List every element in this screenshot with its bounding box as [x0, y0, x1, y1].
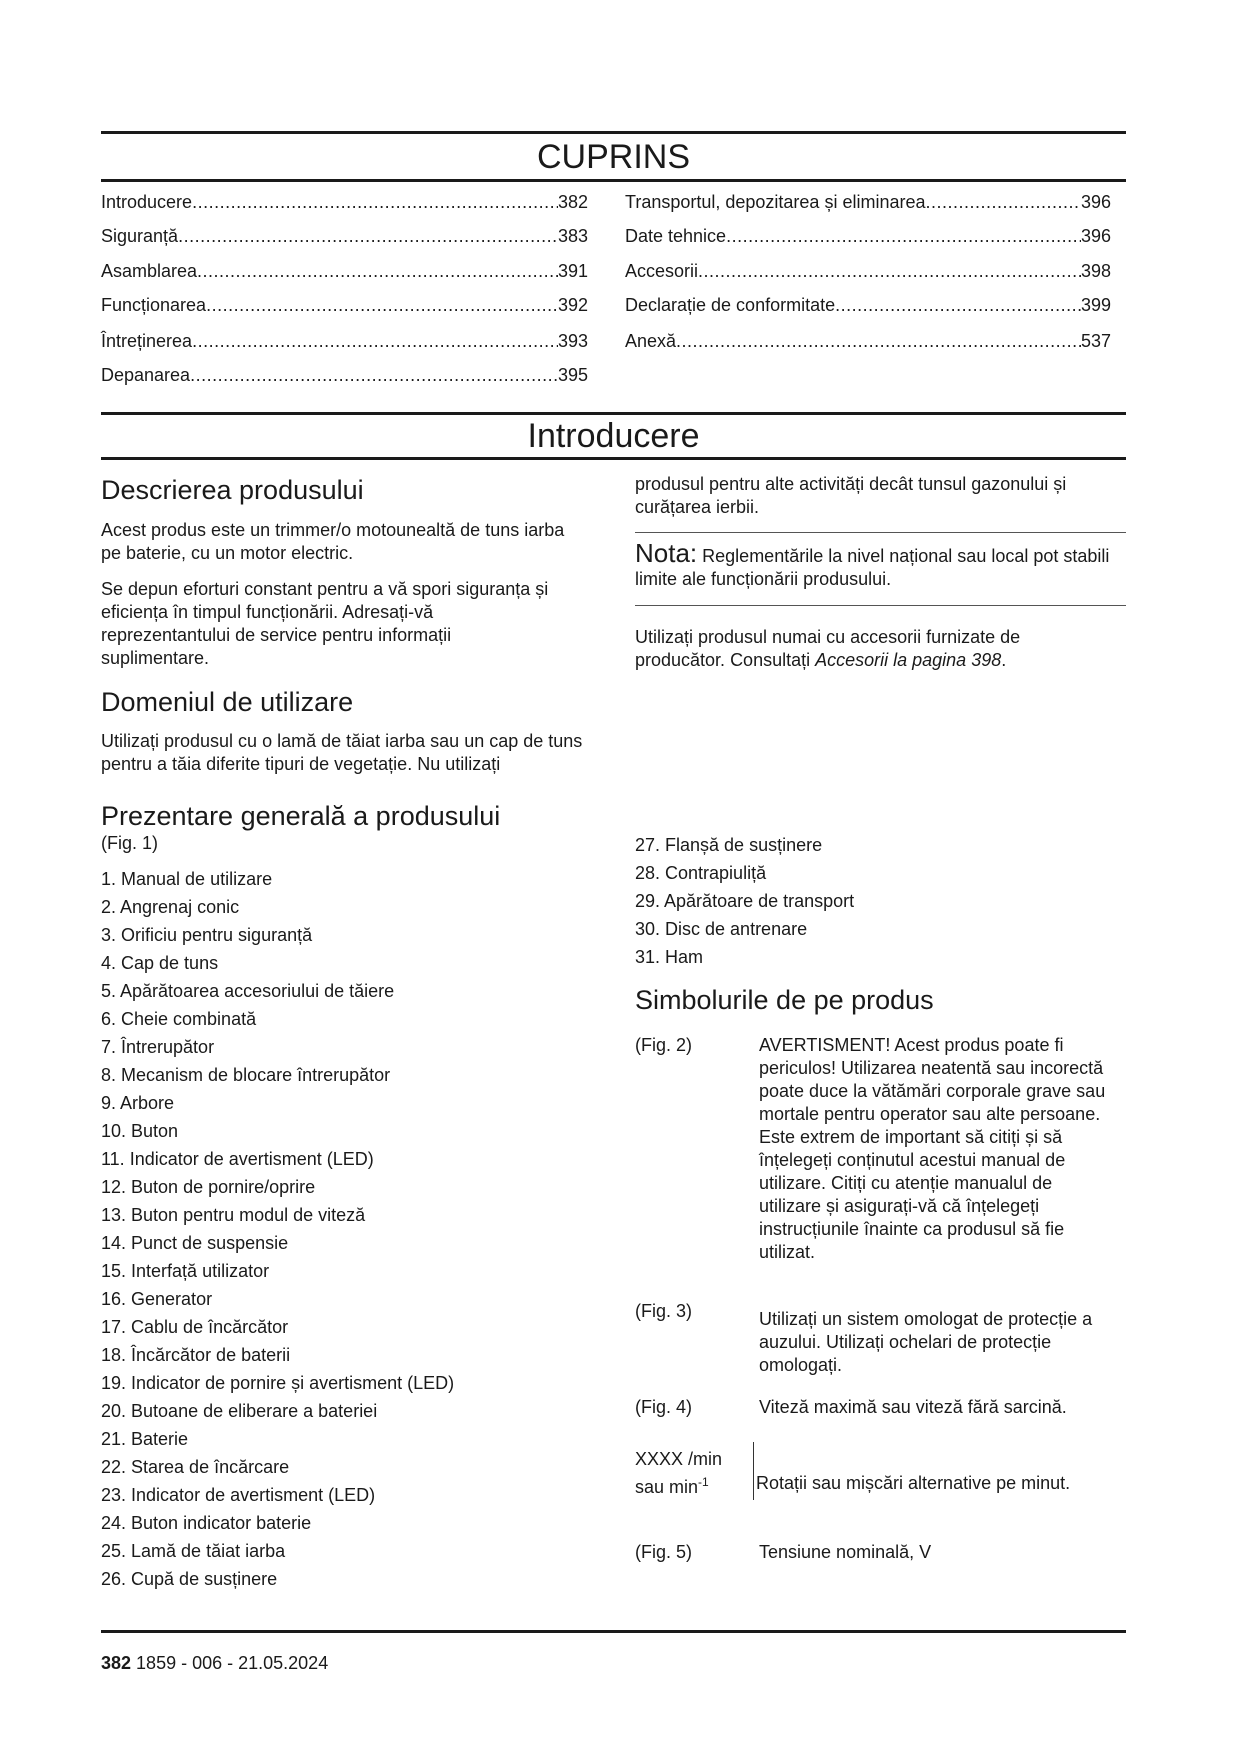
symbol-key-rpm: [635, 1448, 722, 1499]
list-item: 12. Buton de pornire/oprire: [101, 1177, 316, 1197]
toc-title: CUPRINS: [536, 138, 691, 176]
toc-bottom-rule: [101, 179, 1126, 182]
list-item: 4. Cap de tuns: [101, 953, 219, 973]
intro-title: Introducere: [527, 417, 700, 455]
list-item: 16. Generator: [101, 1289, 213, 1309]
note-bottom-rule: [635, 605, 1126, 606]
toc-entry-title: Introducere: [101, 192, 193, 212]
list-item: 1. Manual de utilizare: [101, 869, 273, 889]
toc-leader-dots: [835, 294, 1081, 316]
footer-rule: [101, 1630, 1126, 1633]
toc-leader-dots: [698, 260, 1081, 282]
toc-entry[interactable]: [101, 364, 588, 386]
usage-paragraph: Utilizați produsul cu o lamă de tăiat iarba sau un cap de tuns pentru a tăia diferite tipuri de vegetație. Nu utilizați: [101, 731, 583, 774]
toc-entry[interactable]: [101, 330, 588, 352]
list-item: 24. Buton indicator baterie: [101, 1513, 312, 1533]
toc-entry-title: Asamblarea: [101, 261, 198, 281]
list-item: 21. Baterie: [101, 1429, 189, 1449]
note-label: Nota:: [635, 538, 698, 568]
toc-top-rule: [101, 131, 1126, 134]
toc-entry[interactable]: [625, 191, 1111, 213]
toc-entry-page: 396: [1080, 192, 1111, 212]
overview-list-right: [635, 831, 854, 971]
overview-fig-ref: (Fig. 1): [101, 833, 159, 853]
toc-entry-title: Siguranță: [101, 226, 179, 246]
usage-heading: Domeniul de utilizare: [101, 687, 354, 717]
toc-entry-title: Întreținerea: [101, 331, 193, 351]
symbol-value-warning: AVERTISMENT! Acest produs poate fi periculos! Utilizarea neatentă sau incorectă poate duce la vătămări corporale grave sau mortale pentru operator sau alte persoane. Este extrem de important să citiți și să înțelegeți conținutul acestui manual de utilizare. Citiți cu atenție manualul de utilizare și asigurați-vă că înțelegeți instrucțiunile înainte ca produsul să fie utilizat.: [759, 1035, 1106, 1262]
symbol-value-rpm: Rotații sau mișcări alternative pe minut.: [756, 1473, 1071, 1493]
note-text: Reglementările la nivel național sau local pot stabili limite ale funcționării produsului.: [635, 546, 1110, 589]
toc-entry-title: Date tehnice: [625, 226, 727, 246]
symbol-key-rpm-sup: -1: [698, 1475, 709, 1489]
description-heading: Descrierea produsului: [101, 475, 364, 505]
description-paragraph-1: Acest produs este un trimmer/o motounealtă de tuns iarba pe baterie, cu un motor electric.: [101, 520, 565, 563]
toc-entry[interactable]: [101, 260, 588, 282]
symbol-value-speed: Viteză maximă sau viteză fără sarcină.: [759, 1397, 1067, 1417]
list-item: 6. Cheie combinată: [101, 1009, 257, 1029]
usage-paragraph-continued: produsul pentru alte activități decât tunsul gazonului și curățarea ierbii.: [635, 474, 1067, 517]
symbol-key-rpm-line2-wrap: [635, 1471, 722, 1499]
list-item: 8. Mecanism de blocare întrerupător: [101, 1065, 391, 1085]
toc-leader-dots: [192, 330, 558, 352]
toc-entry[interactable]: [101, 225, 588, 247]
symbol-rpm-divider: [753, 1442, 754, 1500]
toc-leader-dots: [676, 330, 1081, 352]
list-item: 5. Apărătoarea accesoriului de tăiere: [101, 981, 395, 1001]
toc-leader-dots: [925, 191, 1080, 213]
accessories-end: .: [1001, 650, 1007, 670]
accessories-link[interactable]: Accesorii la pagina 398: [815, 650, 1002, 670]
list-item: 13. Buton pentru modul de viteză: [101, 1205, 366, 1225]
toc-entry-page: 399: [1080, 295, 1111, 315]
description-paragraph-2: Se depun eforturi constant pentru a vă spori siguranța și eficiența în timpul funcționării. Adresați-vă reprezentantului de service pentru informații suplimentare.: [101, 579, 549, 668]
toc-leader-dots: [192, 191, 558, 213]
toc-entry-page: 537: [1080, 331, 1111, 351]
list-item: 9. Arbore: [101, 1093, 175, 1113]
overview-heading: Prezentare generală a produsului: [101, 801, 501, 831]
accessories-text: Utilizați produsul numai cu accesorii furnizate de producător. Consultați: [635, 627, 1021, 670]
toc-leader-dots: [190, 364, 558, 386]
symbol-key-fig4: (Fig. 4): [635, 1397, 693, 1417]
overview-list-left: [101, 865, 454, 1593]
symbol-value-hearing: Utilizați un sistem omologat de protecție a auzului. Utilizați ochelari de protecție omologați.: [759, 1309, 1093, 1375]
note-top-rule: [635, 532, 1126, 533]
footer-text: [101, 1652, 328, 1675]
list-item: 31. Ham: [635, 947, 704, 967]
list-item: 23. Indicator de avertisment (LED): [101, 1485, 376, 1505]
symbol-key-fig2: (Fig. 2): [635, 1035, 693, 1055]
intro-top-rule: [101, 412, 1126, 415]
list-item: 7. Întrerupător: [101, 1037, 215, 1057]
list-item: 11. Indicator de avertisment (LED): [101, 1149, 374, 1169]
toc-entry-page: 392: [557, 295, 588, 315]
list-item: 27. Flanșă de susținere: [635, 835, 823, 855]
footer-page-number: 382: [101, 1653, 132, 1673]
symbol-key-rpm-line1: XXXX /min: [635, 1449, 723, 1469]
list-item: 10. Buton: [101, 1121, 179, 1141]
toc-entry-title: Funcționarea: [101, 295, 207, 315]
symbol-value-voltage: Tensiune nominală, V: [759, 1542, 932, 1562]
list-item: 29. Apărătoare de transport: [635, 891, 855, 911]
list-item: 14. Punct de suspensie: [101, 1233, 289, 1253]
list-item: 19. Indicator de pornire și avertisment (LED): [101, 1373, 455, 1393]
list-item: 20. Butoane de eliberare a bateriei: [101, 1401, 378, 1421]
toc-entry[interactable]: [625, 330, 1111, 352]
toc-entry-title: Transportul, depozitarea și eliminarea: [625, 192, 926, 212]
list-item: 25. Lamă de tăiat iarba: [101, 1541, 286, 1561]
toc-entry-page: 393: [557, 331, 588, 351]
toc-leader-dots: [197, 260, 558, 282]
list-item: 18. Încărcător de baterii: [101, 1345, 291, 1365]
list-item: 2. Angrenaj conic: [101, 897, 240, 917]
symbol-key-fig5: (Fig. 5): [635, 1542, 693, 1562]
toc-entry-page: 382: [557, 192, 588, 212]
list-item: 28. Contrapiuliță: [635, 863, 767, 883]
list-item: 3. Orificiu pentru siguranță: [101, 925, 313, 945]
toc-entry-page: 383: [557, 226, 588, 246]
list-item: 26. Cupă de susținere: [101, 1569, 278, 1589]
list-item: 22. Starea de încărcare: [101, 1457, 290, 1477]
toc-entry-page: 398: [1080, 261, 1111, 281]
toc-entry-title: Accesorii: [625, 261, 699, 281]
toc-entry[interactable]: [625, 225, 1111, 247]
symbol-key-rpm-line2: sau min: [635, 1477, 699, 1497]
toc-leader-dots: [178, 225, 558, 247]
list-item: 15. Interfață utilizator: [101, 1261, 270, 1281]
toc-leader-dots: [206, 294, 558, 316]
toc-entry-page: 396: [1080, 226, 1111, 246]
list-item: 17. Cablu de încărcător: [101, 1317, 289, 1337]
note-block: [635, 538, 1115, 591]
toc-entry-page: 395: [557, 365, 588, 385]
toc-entry-title: Depanarea: [101, 365, 191, 385]
toc-entry-title: Anexă: [625, 331, 677, 351]
toc-entry-title: Declarație de conformitate: [625, 295, 836, 315]
symbol-key-fig3: (Fig. 3): [635, 1301, 693, 1321]
toc-entry[interactable]: [101, 191, 588, 213]
list-item: 30. Disc de antrenare: [635, 919, 808, 939]
symbols-heading: Simbolurile de pe produs: [635, 985, 934, 1015]
toc-entry[interactable]: [625, 260, 1111, 282]
toc-entry-page: 391: [557, 261, 588, 281]
intro-bottom-rule: [101, 457, 1126, 460]
toc-entry[interactable]: [101, 294, 588, 316]
accessories-paragraph: [635, 626, 1115, 672]
footer-doc-info: 1859 - 006 - 21.05.2024: [131, 1653, 329, 1673]
toc-leader-dots: [726, 225, 1081, 247]
toc-entry[interactable]: [625, 294, 1111, 316]
